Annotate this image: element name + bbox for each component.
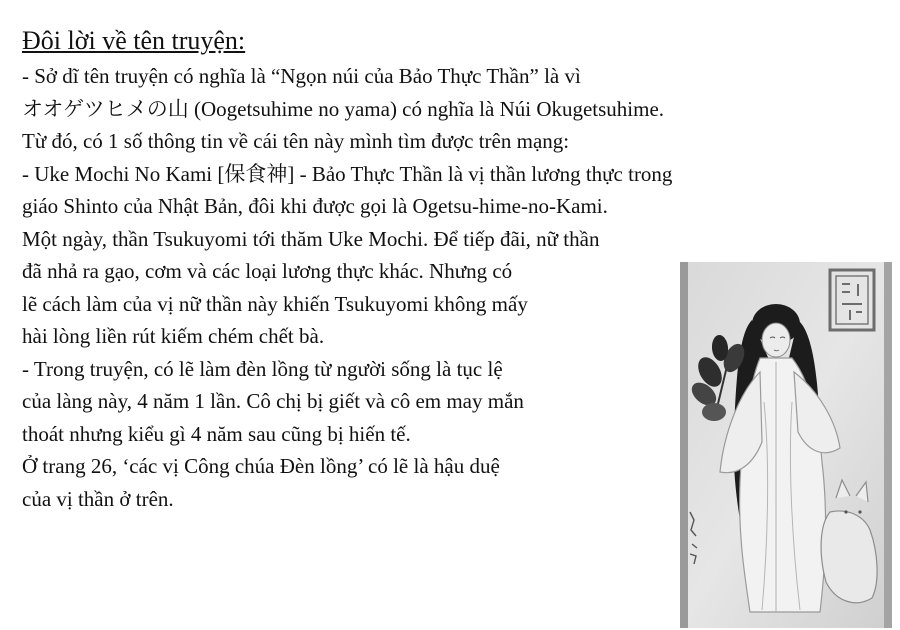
note-line: - Sở dĩ tên truyện có nghĩa là “Ngọn núi của Bảo Thực Thần” là vì — [22, 64, 581, 88]
note-line: giáo Shinto của Nhật Bản, đôi khi được gọi là Ogetsu-hime-no-Kami. — [22, 194, 608, 218]
page-title: Đôi lời về tên truyện: — [22, 26, 246, 55]
note-line: Ở trang 26, ‘các vị Công chúa Đèn lồng’ có lẽ là hậu duệ — [22, 454, 500, 478]
note-line: - Trong truyện, có lẽ làm đèn lồng từ người sống là tục lệ — [22, 356, 503, 381]
note-line: của làng này, 4 năm 1 lần. Cô chị bị giết và cô em may mắn — [22, 389, 524, 413]
note-line: lẽ cách làm của vị nữ thần này khiến Tsukuyomi không mấy — [22, 291, 528, 316]
note-line: của vị thần ở trên. — [22, 486, 174, 511]
goddess-illustration — [680, 262, 892, 628]
note-line: hài lòng liền rút kiếm chém chết bà. — [22, 324, 325, 348]
note-line: Một ngày, thần Tsukuyomi tới thăm Uke Mochi. Để tiếp đãi, nữ thần — [22, 226, 600, 251]
note-line: thoát nhưng kiểu gì 4 năm sau cũng bị hiến tế. — [22, 421, 411, 446]
note-line: オオゲツヒメの山 (Oogetsuhime no yama) có nghĩa là Núi Okugetsuhime. — [22, 96, 665, 121]
note-line: Từ đó, có 1 số thông tin về cái tên này mình tìm được trên mạng: — [22, 129, 570, 153]
note-line: - Uke Mochi No Kami [保食神] - Bảo Thực Thần là vị thần lương thực trong — [22, 161, 673, 186]
note-line: đã nhả ra gạo, cơm và các loại lương thực khác. Nhưng có — [22, 259, 513, 283]
